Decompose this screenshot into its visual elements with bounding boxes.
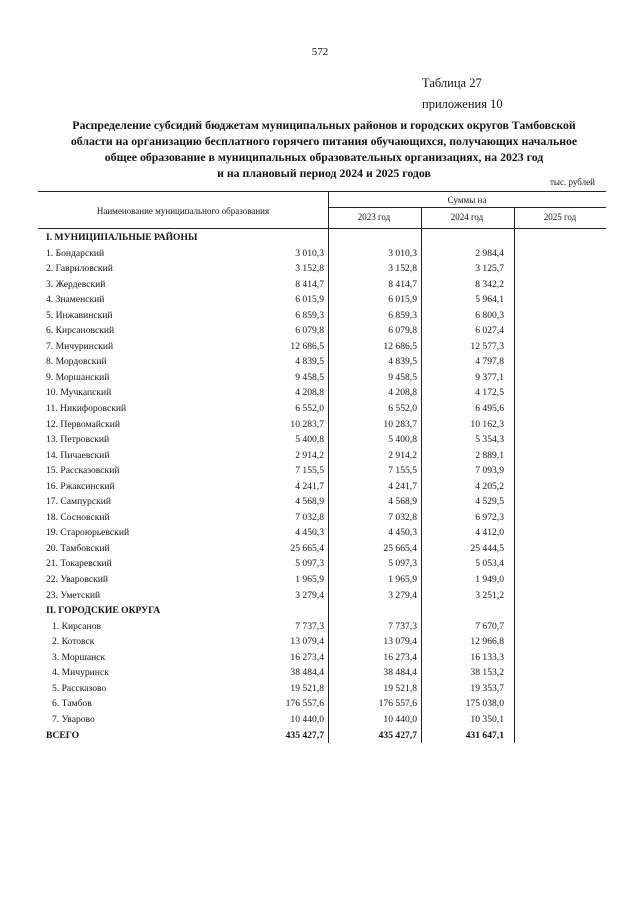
table-row (38, 681, 606, 697)
value-2023: 8 414,7 (295, 278, 324, 290)
value-2023: 4 568,9 (295, 496, 324, 508)
row-name: 5. Рассказово (52, 682, 107, 694)
value-2025: 4 172,5 (475, 387, 504, 399)
row-name: I. МУНИЦИПАЛЬНЫЕ РАЙОНЫ (46, 232, 198, 243)
table-row (38, 339, 606, 355)
table-row (38, 246, 606, 262)
row-name: 23. Уметский (46, 589, 101, 601)
value-2024: 7 032,8 (388, 511, 417, 523)
title-line: и на плановый период 2024 и 2025 годов (217, 166, 431, 180)
row-name: 8. Мордовский (46, 356, 107, 368)
row-name: 10. Мучкапский (46, 387, 112, 399)
value-2025: 6 800,3 (475, 309, 504, 321)
value-2023: 6 552,0 (295, 403, 324, 415)
table-row (38, 292, 606, 308)
table-row (38, 634, 606, 650)
row-name: 6. Тамбов (52, 698, 92, 710)
value-2024: 9 458,5 (388, 371, 417, 383)
value-2025: 4 797,8 (475, 356, 504, 368)
value-2025: 38 153,2 (470, 667, 504, 679)
value-2023: 12 686,5 (290, 340, 324, 352)
value-2024: 4 839,5 (388, 356, 417, 368)
section-header-row (38, 603, 606, 619)
value-2024: 6 859,3 (388, 309, 417, 321)
value-2024: 7 737,3 (388, 620, 417, 632)
table-row (38, 432, 606, 448)
value-2023: 5 400,8 (295, 434, 324, 446)
table-body (38, 230, 606, 743)
row-name: 6. Кирсановский (46, 325, 115, 337)
value-2024: 13 079,4 (383, 636, 417, 648)
value-2023: 7 155,5 (295, 465, 324, 477)
value-2025: 3 251,2 (475, 589, 504, 601)
value-2024: 16 273,4 (383, 651, 417, 663)
value-2024: 25 665,4 (383, 542, 417, 554)
value-2023: 10 440,0 (290, 713, 324, 725)
value-2025: 5 053,4 (475, 558, 504, 570)
table-row (38, 448, 606, 464)
value-2023: 1 965,9 (295, 574, 324, 586)
value-2023: 19 521,8 (290, 682, 324, 694)
row-name: 17. Сампурский (46, 496, 112, 508)
table-row (38, 277, 606, 293)
value-2025: 6 972,3 (475, 511, 504, 523)
row-name: 7. Уварово (52, 713, 95, 725)
header-bottom-rule (38, 228, 606, 229)
row-name: 2. Гавриловский (46, 263, 113, 275)
value-2023: 5 097,3 (295, 558, 324, 570)
value-2024: 435 427,7 (378, 729, 417, 741)
value-2025: 5 964,1 (475, 294, 504, 306)
value-2025: 10 162,3 (470, 418, 504, 430)
title-line: Распределение субсидий бюджетам муниципальных районов и городских округов Тамбовской (72, 118, 576, 132)
table-row (38, 712, 606, 728)
title-line: области на организацию бесплатного горячего питания обучающихся, получающих начальное (70, 134, 578, 148)
column-header-2025: 2025 год (543, 212, 577, 222)
column-header-2023: 2023 год (357, 212, 391, 222)
value-2023: 3 279,4 (295, 589, 324, 601)
row-name: 11. Никифоровский (46, 403, 127, 415)
value-2025: 10 350,1 (470, 713, 504, 725)
value-2024: 2 914,2 (388, 449, 417, 461)
row-name: 4. Знаменский (46, 294, 105, 306)
table-row (38, 619, 606, 635)
table-row (38, 370, 606, 386)
value-2025: 175 038,0 (465, 698, 504, 710)
row-name: 14. Пичаевский (46, 449, 110, 461)
value-2023: 13 079,4 (290, 636, 324, 648)
value-2024: 3 010,3 (388, 247, 417, 259)
appendix-label: приложения 10 (422, 97, 503, 111)
table-row (38, 510, 606, 526)
value-2024: 10 440,0 (383, 713, 417, 725)
row-name: 22. Уваровский (46, 574, 109, 586)
value-2023: 435 427,7 (285, 729, 324, 741)
value-2025: 6 027,4 (475, 325, 504, 337)
value-2023: 16 273,4 (290, 651, 324, 663)
row-name: 13. Петровский (46, 434, 110, 446)
value-2024: 19 521,8 (383, 682, 417, 694)
value-2023: 7 032,8 (295, 511, 324, 523)
table-row (38, 354, 606, 370)
value-2025: 7 093,9 (475, 465, 504, 477)
value-2025: 7 670,7 (475, 620, 504, 632)
value-2024: 12 686,5 (383, 340, 417, 352)
value-2024: 10 283,7 (383, 418, 417, 430)
value-2023: 6 079,8 (295, 325, 324, 337)
value-2025: 2 984,4 (475, 247, 504, 259)
value-2024: 3 152,8 (388, 263, 417, 275)
column-header-sums: Суммы на (447, 195, 487, 205)
row-name: 3. Жердевский (46, 278, 106, 290)
value-2025: 2 889,1 (475, 449, 504, 461)
value-2024: 5 400,8 (388, 434, 417, 446)
value-2023: 6 859,3 (295, 309, 324, 321)
value-2025: 9 377,1 (475, 371, 504, 383)
value-2025: 431 647,1 (465, 729, 504, 741)
document-title (34, 117, 614, 181)
row-name: ВСЕГО (46, 729, 80, 741)
table-row (38, 556, 606, 572)
value-2023: 3 152,8 (295, 263, 324, 275)
value-2023: 25 665,4 (290, 542, 324, 554)
value-2023: 7 737,3 (295, 620, 324, 632)
value-2025: 12 966,8 (470, 636, 504, 648)
value-2024: 7 155,5 (388, 465, 417, 477)
value-2025: 8 342,2 (475, 278, 504, 290)
row-name: 7. Мичуринский (46, 340, 114, 352)
row-name: 1. Кирсанов (52, 620, 102, 632)
value-2025: 4 205,2 (475, 480, 504, 492)
column-header-name: Наименование муниципального образования (96, 206, 270, 216)
page-number: 572 (311, 46, 329, 58)
table-row (38, 525, 606, 541)
value-2024: 4 241,7 (388, 480, 417, 492)
column-header-2024: 2024 год (450, 212, 484, 222)
row-name: 21. Токаревский (46, 558, 112, 570)
value-2024: 1 965,9 (388, 574, 417, 586)
value-2023: 2 914,2 (295, 449, 324, 461)
value-2024: 4 450,3 (388, 527, 417, 539)
row-name: 20. Тамбовский (46, 542, 110, 554)
row-name: 18. Сосновский (46, 511, 110, 523)
row-name: 3. Моршанск (52, 651, 106, 663)
value-2024: 6 552,0 (388, 403, 417, 415)
value-2025: 12 577,3 (470, 340, 504, 352)
value-2023: 9 458,5 (295, 371, 324, 383)
value-2024: 8 414,7 (388, 278, 417, 290)
value-2023: 38 484,4 (290, 667, 324, 679)
table-row (38, 323, 606, 339)
value-2025: 1 949,0 (475, 574, 504, 586)
value-2024: 176 557,6 (378, 698, 417, 710)
table-label: Таблица 27 (422, 76, 482, 90)
row-name: 15. Рассказовский (46, 465, 120, 477)
value-2024: 38 484,4 (383, 667, 417, 679)
value-2025: 3 125,7 (475, 263, 504, 275)
units-label: тыс. рублей (550, 177, 595, 187)
row-name: 4. Мичуринск (52, 667, 109, 679)
total-row (38, 728, 606, 744)
value-2025: 19 353,7 (470, 682, 504, 694)
value-2024: 3 279,4 (388, 589, 417, 601)
row-name: 5. Инжавинский (46, 309, 113, 321)
value-2023: 4 839,5 (295, 356, 324, 368)
table-row (38, 463, 606, 479)
value-2024: 6 079,8 (388, 325, 417, 337)
table-row (38, 479, 606, 495)
table-row (38, 541, 606, 557)
table-top-rule (38, 191, 606, 192)
row-name: 12. Первомайский (46, 418, 121, 430)
row-name: 1. Бондарский (46, 247, 105, 259)
value-2025: 4 412,0 (475, 527, 504, 539)
table-row (38, 308, 606, 324)
value-2025: 16 133,3 (470, 651, 504, 663)
value-2025: 25 444,5 (470, 542, 504, 554)
value-2023: 6 015,9 (295, 294, 324, 306)
value-2023: 4 208,8 (295, 387, 324, 399)
table-row (38, 494, 606, 510)
value-2023: 10 283,7 (290, 418, 324, 430)
table-row (38, 385, 606, 401)
row-name: II. ГОРОДСКИЕ ОКРУГА (46, 605, 161, 617)
row-name: 2. Котовск (52, 636, 95, 648)
header-divider (328, 207, 606, 208)
table-row (38, 417, 606, 433)
table-row (38, 696, 606, 712)
table-row (38, 588, 606, 604)
value-2023: 3 010,3 (295, 247, 324, 259)
value-2025: 6 495,6 (475, 403, 504, 415)
table-row (38, 572, 606, 588)
table-row (38, 665, 606, 681)
value-2023: 176 557,6 (285, 698, 324, 710)
section-header-row (38, 230, 606, 246)
value-2023: 4 241,7 (295, 480, 324, 492)
value-2025: 4 529,5 (475, 496, 504, 508)
table-row (38, 261, 606, 277)
value-2023: 4 450,3 (295, 527, 324, 539)
table-row (38, 401, 606, 417)
row-name: 19. Староюрьевский (46, 527, 130, 539)
title-line: общее образование в муниципальных образовательных организациях, на 2023 год (104, 150, 544, 164)
value-2024: 4 568,9 (388, 496, 417, 508)
value-2025: 5 354,3 (475, 434, 504, 446)
table-row (38, 650, 606, 666)
value-2024: 4 208,8 (388, 387, 417, 399)
value-2024: 6 015,9 (388, 294, 417, 306)
value-2024: 5 097,3 (388, 558, 417, 570)
row-name: 16. Ржаксинский (46, 480, 115, 492)
row-name: 9. Моршанский (46, 371, 110, 383)
